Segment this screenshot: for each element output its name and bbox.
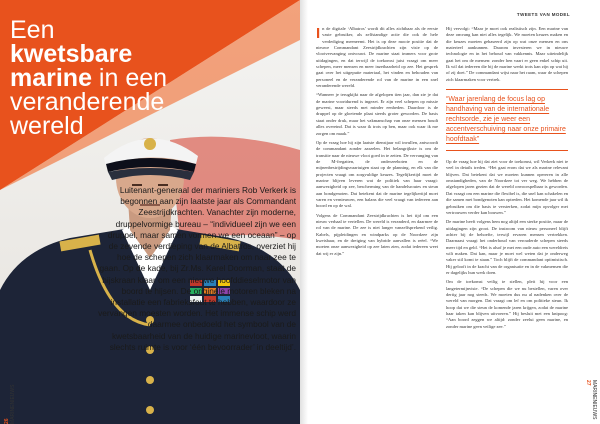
page-folio-right: MARINENIEUWS 27 bbox=[585, 380, 597, 420]
pull-quote: “Waar jarenlang de focus lag op handhaving van de internationale rechtsorde, zie je weer een accentverschuiving naar onze primaire hoofdtaak” bbox=[446, 89, 568, 151]
paragraph: Op de vraag hoe hij zijn laatste dienstjaar wil invullen, antwoordt de commandant zonder aarzelen. Het belangrijkste is om de transitie naar de nieuwe vloot goed in te zetten. De vervanging van de M-fregatten, de onderzeeboten en de mijnenbestrijdingsvaartuigen staat op de planning, en elk van die projecten vraagt om zorgvuldige keuzes. Tegelijkertijd moet de marine blijven leveren wat de politiek van haar vraagt: aanwezigheid op zee, bescherming van de handelsroutes en steun aan bondgenoten. Dat betekent dat de marine tegelijkertijd moet varen en vernieuwen, een balans die veel vraagt van iedereen aan boord en op de wal. bbox=[316, 139, 438, 209]
section-tag: TWEETS VAN MODEL bbox=[516, 12, 570, 17]
paragraph: “Wanneer je terugkijkt naar de afgelopen tien jaar, dan zie je dat de marine voortdurend is ingezet. Er zijn veel schepen op missie geweest, maar steeds met minder eenheden. Daardoor is de druppel op de gloeiende plaat steeds groter geworden. De basis staat onder druk, maar het vakmanschap van onze mensen houdt alles overeind. Dat is waar ik trots op ben, maar ook waar ik me zorgen om maak.” bbox=[316, 92, 438, 136]
text-column-2 bbox=[446, 26, 568, 333]
article-title: Een kwetsbare marine in een veranderende wereld bbox=[10, 16, 168, 140]
page-folio-left: 26 MARINENIEUWS bbox=[4, 384, 16, 424]
paragraph: Op de vraag hoe hij dat ziet voor de toekomst, wil Verkerk niet te veel in details treden. “Het gaat erom dat we als marine relevant blijven. Dat betekent dat we moeten kunnen opereren in alle omstandigheden, van de Noordzee tot ver weg. We hebben de afgelopen jaren gezien dat de wereld onvoorspelbaar is geworden. Dat vraagt om een marine die flexibel is, die snel kan schakelen en die samen met bondgenoten kan optreden. Het komende jaar wil ik gebruiken om die basis te versterken, zodat mijn opvolger met vertrouwen verder kan bouwen.” bbox=[446, 159, 568, 215]
right-page bbox=[300, 0, 600, 424]
paragraph: De marine heeft volgens hem nog altijd een sterke positie, maar de uitdagingen zijn groot. De instroom van nieuw personeel blijft achter bij de behoefte, terwijl ervaren mensen vertrekken. Daarnaast vraagt het onderhoud van verouderde schepen steeds meer tijd en geld. “Het is alsof je met een oude auto een wereldreis wilt maken. Dat kan, maar je moet wel weten dat je onderweg vaker stil komt te staan.” Toch blijft de commandant optimistisch. Hij gelooft in de kracht van de organisatie en in de vakmensen die er dagelijks hun werk doen. bbox=[446, 219, 568, 275]
drop-cap: I bbox=[316, 25, 321, 42]
paragraph: Volgens de Commandant Zeestrijdkrachten is het tijd om een nieuw verhaal te vertellen. De wereld is veranderd, en daarmee de rol van de marine. De zee is niet langer vanzelfsprekend veilig. Kabels, pijpleidingen en windparks op de Noordzee zijn kwetsbaar, en de dreiging van hybride aanvallen is reëel. “We moeten onze aanwezigheid op zee laten zien, zodat iedereen weet dat wij er zijn.” bbox=[316, 212, 438, 256]
paragraph: Om de toekomst veilig te stellen, pleit hij voor een langetermijnvisie. “De schepen die we nu bestellen, varen over dertig jaar nog steeds. We moeten dus nu al nadenken over de wereld van morgen. Dat vraagt om lef en om politieke steun. Ik hoop dat we die steun de komende jaren krijgen, zodat de marine haar taken kan blijven uitvoeren.” Hij besluit met een knipoog: “Aan boord zeggen we altijd: zonder zeelui geen marine, en zonder marine geen veilige zee.” bbox=[446, 279, 568, 329]
spread-gutter-shadow bbox=[300, 0, 308, 424]
paragraph: In de digitale ‘Albatros’ wordt dit alles zichtbaar als de eerste vaste gebruiker, als zelfstandige actie die ook de hele verdediging meeneemt. Het is op deze mooie positie dat de nieuwe Commandant Zeestrijdkrachten zijn visie op de vlootvervanging ontvouwt. De marine staat immers voor grote uitdagingen, en dat terwijl de toekomst juist vraagt om meer schepen, meer mensen en meer inzetbaarheid op zee. Het gesprek gaat over het uitgeputte materiaal, het vinden en behouden van personeel en de veranderende rol van de marine in een snel veranderende wereld. bbox=[316, 25, 438, 89]
article-intro: Luitenant-generaal der mariniers Rob Verkerk is begonnen aan zijn laatste jaar als Commandant Zeestrijdkrachten. Vanachter zijn moderne, druppelvormige bureau – “individueel zijn we een druppel, maar samen vormen we een oceaan” – op de zevende verdieping van de Albatros, overziet hij hoe de schepen zich klaarmaken om naar zee te gaan. Op de kade, bij Zr.Ms. Karel Doorman, staat de hijskraan klaar om een nieuwe hoofddieselmotor van boord te hijsen. De originele motoren bleken na installatie een fabrieksfout te hebben, waardoor ze vervangen moesten worden. Het immense schip werd daarmee onbedoeld het symbool van de kwetsbaarheid van de huidige marinevloot, waarin slechts ruimte is voor ‘één bevoorrader’ in deeltijd’. bbox=[98, 185, 296, 352]
paragraph: Hij vervolgt: “Maar je moet ook realistisch zijn. Een marine van deze omvang kan niet alles tegelijk. We moeten keuzes maken en die keuzes moeten gebaseerd zijn op wat onze mensen en ons materieel aankunnen. Daarom investeren we in nieuwe technologie en in het behoud van vakkennis. Maar uiteindelijk gaat het om de mensen: zonder hen vaart er geen enkel schip uit. Ik wil dat iedereen die bij de marine werkt trots kan zijn op wat hij of zij doet.” De commandant wijst naar het raam, waar de schepen zich klaarmaken voor vertrek. bbox=[446, 26, 568, 82]
text-column-1 bbox=[316, 26, 438, 260]
